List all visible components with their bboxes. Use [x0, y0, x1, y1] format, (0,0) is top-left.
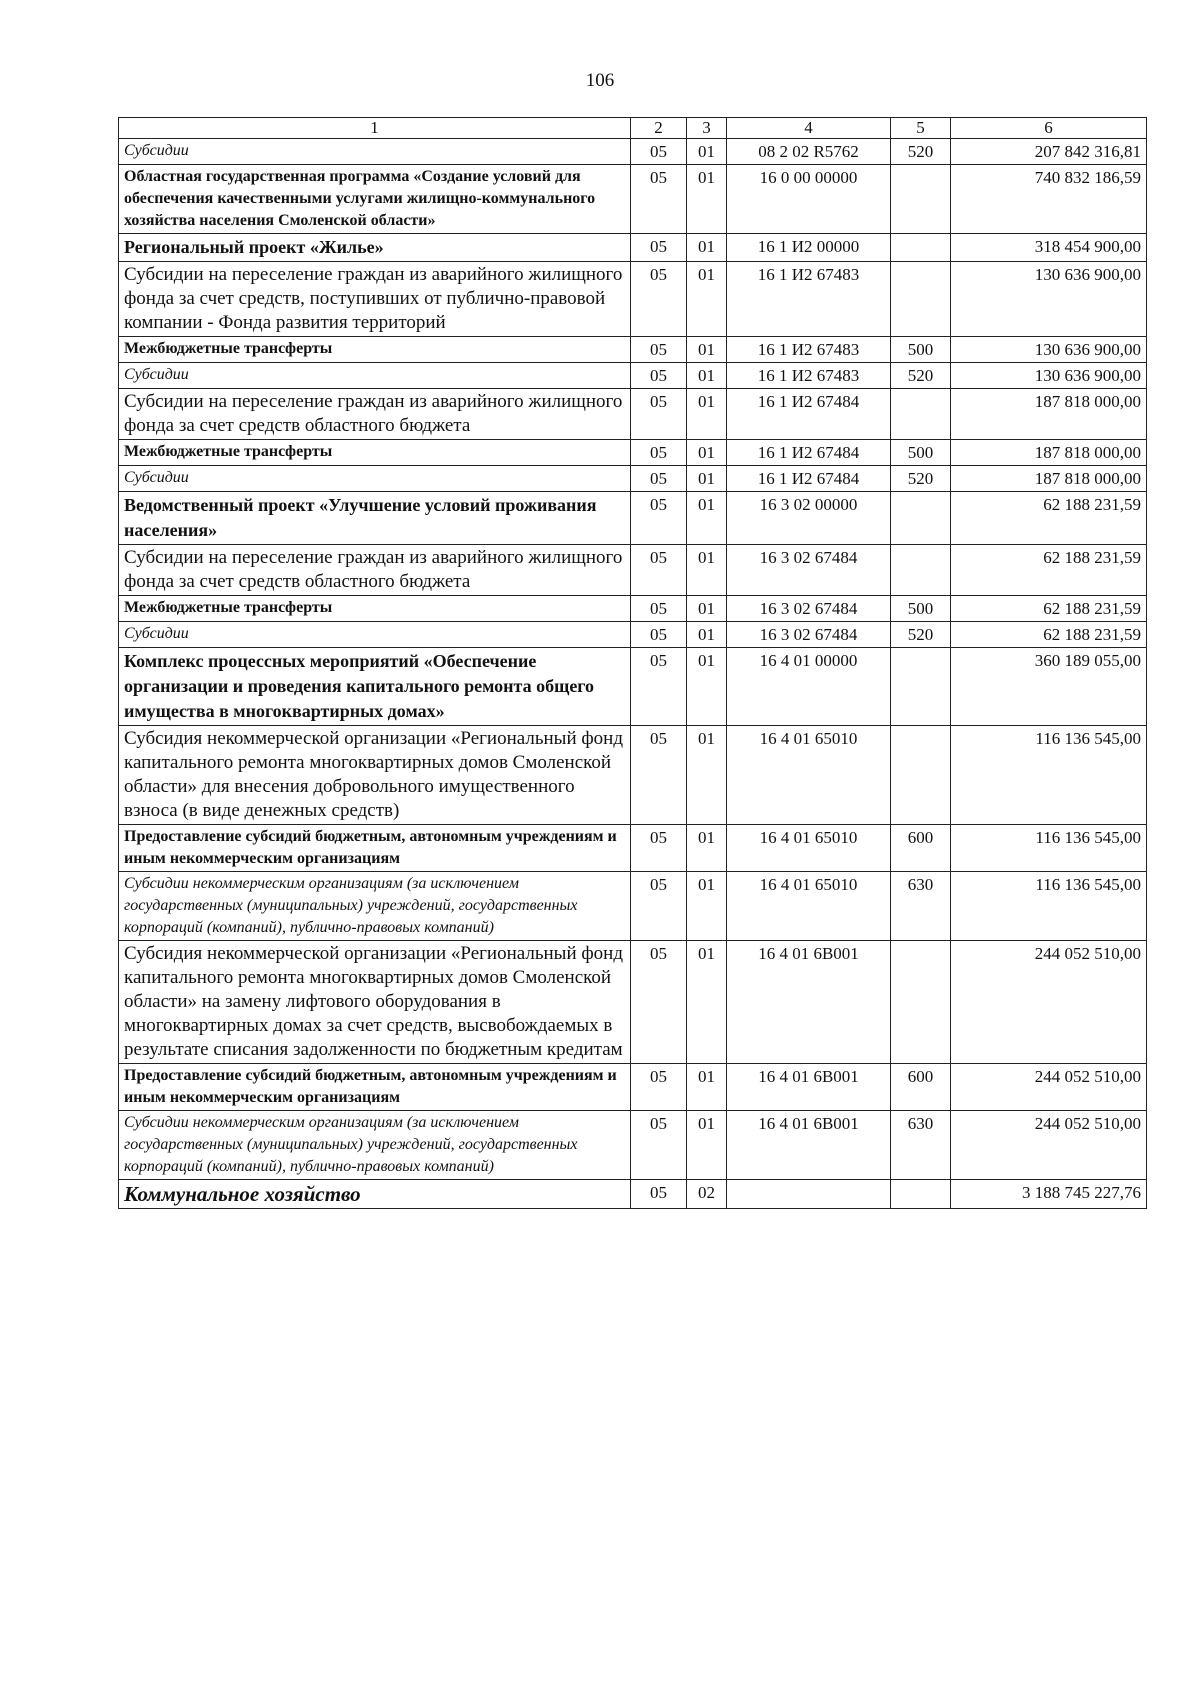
subsection-code: 01 [687, 622, 727, 648]
target-item-code: 16 1 И2 67484 [727, 466, 891, 492]
section-code: 05 [631, 234, 687, 262]
target-item-code: 16 4 01 6B001 [727, 1111, 891, 1180]
subsection-code: 01 [687, 545, 727, 596]
target-item-code: 16 1 И2 67484 [727, 440, 891, 466]
table-row [119, 234, 1147, 262]
row-name: Предоставление субсидий бюджетным, автономным учреждениям и иным некоммерческим организациям [119, 1064, 631, 1111]
section-code: 05 [631, 941, 687, 1064]
column-header: 5 [891, 118, 951, 139]
expense-type-code: 630 [891, 872, 951, 941]
target-item-code: 16 4 01 6B001 [727, 941, 891, 1064]
expense-type-code [891, 648, 951, 726]
expense-type-code [891, 165, 951, 234]
target-item-code: 16 3 02 67484 [727, 622, 891, 648]
table-row [119, 648, 1147, 726]
section-code: 05 [631, 389, 687, 440]
expense-type-code: 520 [891, 466, 951, 492]
table-row [119, 1111, 1147, 1180]
subsection-code: 01 [687, 726, 727, 825]
section-code: 05 [631, 872, 687, 941]
row-name: Предоставление субсидий бюджетным, автономным учреждениям и иным некоммерческим организациям [119, 825, 631, 872]
section-code: 05 [631, 545, 687, 596]
expense-type-code: 520 [891, 139, 951, 165]
amount: 187 818 000,00 [951, 389, 1147, 440]
amount: 62 188 231,59 [951, 492, 1147, 545]
page-number: 106 [585, 70, 615, 91]
expense-type-code: 600 [891, 1064, 951, 1111]
section-code: 05 [631, 440, 687, 466]
column-header: 3 [687, 118, 727, 139]
section-code: 05 [631, 648, 687, 726]
target-item-code: 16 1 И2 00000 [727, 234, 891, 262]
amount: 130 636 900,00 [951, 363, 1147, 389]
subsection-code: 01 [687, 389, 727, 440]
row-name: Субсидии [119, 466, 631, 492]
column-header: 6 [951, 118, 1147, 139]
amount: 187 818 000,00 [951, 466, 1147, 492]
row-name: Ведомственный проект «Улучшение условий проживания населения» [119, 492, 631, 545]
subsection-code: 01 [687, 872, 727, 941]
row-name: Комплекс процессных мероприятий «Обеспечение организации и проведения капитального ремонта общего имущества в многоквартирных домах» [119, 648, 631, 726]
row-name: Областная государственная программа «Создание условий для обеспечения качественными услугами жилищно-коммунального хозяйства населения Смоленской области» [119, 165, 631, 234]
target-item-code: 16 4 01 6B001 [727, 1064, 891, 1111]
subsection-code: 01 [687, 941, 727, 1064]
subsection-code: 01 [687, 234, 727, 262]
amount: 318 454 900,00 [951, 234, 1147, 262]
target-item-code: 16 4 01 65010 [727, 872, 891, 941]
section-code: 05 [631, 363, 687, 389]
row-name: Субсидии на переселение граждан из аварийного жилищного фонда за счет средств областного бюджета [119, 389, 631, 440]
table-row [119, 389, 1147, 440]
amount: 244 052 510,00 [951, 1111, 1147, 1180]
expense-type-code [891, 234, 951, 262]
expense-type-code: 500 [891, 440, 951, 466]
table-row [119, 139, 1147, 165]
row-name: Субсидии [119, 363, 631, 389]
subsection-code: 01 [687, 825, 727, 872]
expense-type-code: 520 [891, 622, 951, 648]
subsection-code: 01 [687, 1064, 727, 1111]
subsection-code: 01 [687, 648, 727, 726]
section-code: 05 [631, 1064, 687, 1111]
section-code: 05 [631, 466, 687, 492]
subsection-code: 01 [687, 262, 727, 337]
target-item-code: 16 4 01 00000 [727, 648, 891, 726]
target-item-code: 16 4 01 65010 [727, 825, 891, 872]
row-name: Региональный проект «Жилье» [119, 234, 631, 262]
amount: 116 136 545,00 [951, 825, 1147, 872]
subsection-code: 01 [687, 139, 727, 165]
column-header: 4 [727, 118, 891, 139]
amount: 244 052 510,00 [951, 1064, 1147, 1111]
row-name: Межбюджетные трансферты [119, 596, 631, 622]
amount: 62 188 231,59 [951, 596, 1147, 622]
target-item-code: 16 4 01 65010 [727, 726, 891, 825]
expense-type-code [891, 389, 951, 440]
table-row [119, 1180, 1147, 1209]
table-row [119, 941, 1147, 1064]
subsection-code: 01 [687, 337, 727, 363]
table-row [119, 726, 1147, 825]
expense-type-code: 600 [891, 825, 951, 872]
column-header: 2 [631, 118, 687, 139]
subsection-code: 02 [687, 1180, 727, 1209]
row-name: Субсидии [119, 139, 631, 165]
target-item-code: 08 2 02 R5762 [727, 139, 891, 165]
target-item-code: 16 3 02 00000 [727, 492, 891, 545]
section-code: 05 [631, 622, 687, 648]
section-code: 05 [631, 337, 687, 363]
table-row [119, 337, 1147, 363]
budget-table [118, 117, 1147, 1209]
target-item-code: 16 3 02 67484 [727, 596, 891, 622]
section-code: 05 [631, 165, 687, 234]
expense-type-code [891, 941, 951, 1064]
subsection-code: 01 [687, 165, 727, 234]
section-code: 05 [631, 139, 687, 165]
amount: 207 842 316,81 [951, 139, 1147, 165]
amount: 3 188 745 227,76 [951, 1180, 1147, 1209]
expense-type-code [891, 1180, 951, 1209]
table-header-row [119, 118, 1147, 139]
table-row [119, 872, 1147, 941]
subsection-code: 01 [687, 440, 727, 466]
section-code: 05 [631, 1180, 687, 1209]
section-code: 05 [631, 825, 687, 872]
amount: 740 832 186,59 [951, 165, 1147, 234]
table-row [119, 262, 1147, 337]
target-item-code: 16 1 И2 67483 [727, 262, 891, 337]
table-row [119, 363, 1147, 389]
section-code: 05 [631, 1111, 687, 1180]
expense-type-code: 500 [891, 337, 951, 363]
row-name: Субсидии некоммерческим организациям (за исключением государственных (муниципальных) учреждений, государственных корпораций (компаний), публично-правовых компаний) [119, 872, 631, 941]
table-row [119, 545, 1147, 596]
section-code: 05 [631, 262, 687, 337]
row-name: Субсидия некоммерческой организации «Региональный фонд капитального ремонта многоквартирных домов Смоленской области» на замену лифтового оборудования в многоквартирных домах за счет средств, высвобождаемых в результате списания задолженности по бюджетным кредитам [119, 941, 631, 1064]
expense-type-code: 630 [891, 1111, 951, 1180]
table-row [119, 596, 1147, 622]
table-row [119, 165, 1147, 234]
amount: 62 188 231,59 [951, 622, 1147, 648]
target-item-code: 16 3 02 67484 [727, 545, 891, 596]
row-name: Межбюджетные трансферты [119, 337, 631, 363]
target-item-code [727, 1180, 891, 1209]
subsection-code: 01 [687, 466, 727, 492]
subsection-code: 01 [687, 363, 727, 389]
row-name: Межбюджетные трансферты [119, 440, 631, 466]
section-code: 05 [631, 726, 687, 825]
table-row [119, 1064, 1147, 1111]
row-name: Коммунальное хозяйство [119, 1180, 631, 1209]
expense-type-code [891, 262, 951, 337]
target-item-code: 16 1 И2 67483 [727, 363, 891, 389]
amount: 130 636 900,00 [951, 262, 1147, 337]
expense-type-code [891, 492, 951, 545]
amount: 187 818 000,00 [951, 440, 1147, 466]
expense-type-code [891, 545, 951, 596]
expense-type-code [891, 726, 951, 825]
subsection-code: 01 [687, 1111, 727, 1180]
row-name: Субсидии на переселение граждан из аварийного жилищного фонда за счет средств областного бюджета [119, 545, 631, 596]
column-header: 1 [119, 118, 631, 139]
amount: 360 189 055,00 [951, 648, 1147, 726]
amount: 116 136 545,00 [951, 872, 1147, 941]
expense-type-code: 500 [891, 596, 951, 622]
amount: 116 136 545,00 [951, 726, 1147, 825]
section-code: 05 [631, 596, 687, 622]
target-item-code: 16 1 И2 67483 [727, 337, 891, 363]
row-name: Субсидии [119, 622, 631, 648]
row-name: Субсидии некоммерческим организациям (за исключением государственных (муниципальных) учреждений, государственных корпораций (компаний), публично-правовых компаний) [119, 1111, 631, 1180]
table-row [119, 622, 1147, 648]
target-item-code: 16 0 00 00000 [727, 165, 891, 234]
table-row [119, 466, 1147, 492]
table-row [119, 492, 1147, 545]
amount: 62 188 231,59 [951, 545, 1147, 596]
amount: 130 636 900,00 [951, 337, 1147, 363]
amount: 244 052 510,00 [951, 941, 1147, 1064]
row-name: Субсидии на переселение граждан из аварийного жилищного фонда за счет средств, поступивших от публично-правовой компании - Фонда развития территорий [119, 262, 631, 337]
subsection-code: 01 [687, 596, 727, 622]
row-name: Субсидия некоммерческой организации «Региональный фонд капитального ремонта многоквартирных домов Смоленской области» для внесения добровольного имущественного взноса (в виде денежных средств) [119, 726, 631, 825]
table-row [119, 440, 1147, 466]
subsection-code: 01 [687, 492, 727, 545]
expense-type-code: 520 [891, 363, 951, 389]
target-item-code: 16 1 И2 67484 [727, 389, 891, 440]
section-code: 05 [631, 492, 687, 545]
table-row [119, 825, 1147, 872]
